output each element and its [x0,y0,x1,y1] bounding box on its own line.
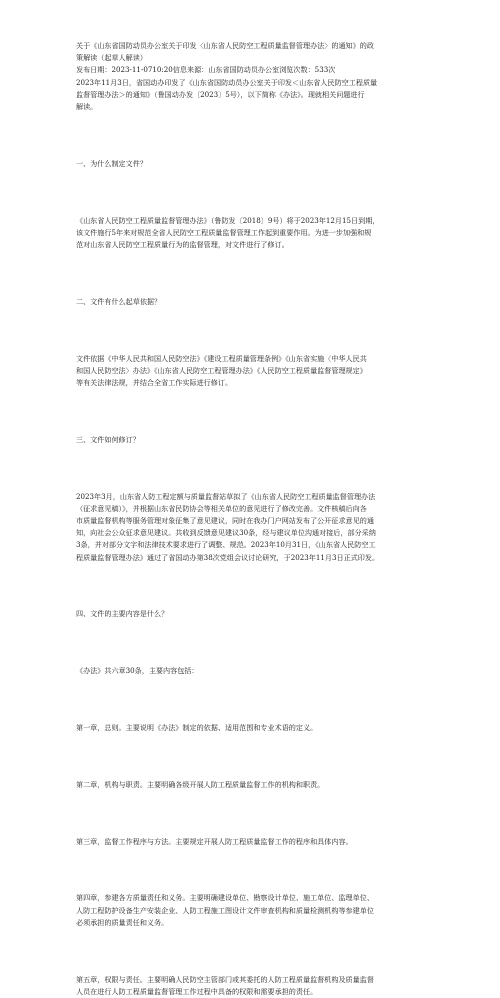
text-line: 策解读（起草人解读） [76,53,147,63]
blank-line [76,129,426,142]
text-line: 发布日期：2023-11-0710:20信息来源：山东省国防动员办公室浏览次数：533次 [76,65,336,75]
text-line: 文件依据《中华人民共和国人民防空法》《建设工程质量管理条例》《山东省实施〈中华人民共 [76,353,367,363]
blank-line [76,864,426,877]
blank-line [76,267,426,280]
text-line: 关于《山东省国防动员办公室关于印发〈山东省人民防空工程质量监督管理办法〉的通知》的政 [76,41,374,50]
text-line: 第二章，机构与职责。主要明确各级开展人防工程质量监督工作的机构和职责。 [76,779,325,789]
text-line: 该文件施行5年来对规范全省人民防空工程质量监督管理工作起到重要作用。为进一步加强和规 [76,227,372,237]
blank-line [76,693,426,706]
blank-line [76,324,426,337]
text-line: 必须承担的质量责任和义务。 [76,917,169,927]
document-body [76,40,426,998]
section-heading: 三、文件如何修订？ [76,434,140,444]
blank-line [76,945,426,958]
text-line: 和国人民防空法〉办法》《山东省人民防空工程管理办法》《人民防空工程质量监督管理规定》 [76,365,367,375]
blank-line [76,807,426,820]
text-line: 第四章，参建各方质量责任和义务。主要明确建设单位、勘察设计单位、施工单位、监理单位、 [76,893,374,903]
text-line: 知，向社会公众征求意见建议。共收到反馈意见建议30条，经与建议单位沟通对接后，部分采纳 [76,528,376,538]
text-line: 2023年11月3日，省国动办印发了《山东省国防动员办公室关于印发＜山东省人民防空工程质量 [76,77,378,87]
blank-line [76,186,426,199]
text-line: 市质量监督机构等服务管理对象征集了意见建议，同时在我办门户网站发布了公开征求意见的通 [76,516,374,526]
text-line: 监督管理办法＞的通知》（鲁国动办发〔2023〕5号），以下简称《办法》。现就相关问题进行 [76,89,365,99]
text-line: 第五章，权限与责任。主要明确人民防空主管部门或其委托的人防工程质量监督机构及质量监督 [76,974,374,984]
text-line: 解读。 [76,102,98,112]
text-line: 《办法》共六章30条，主要内容包括： [76,666,199,676]
text-line: 第一章，总则。主要说明《办法》制定的依据、适用范围和专业术语的定义。 [76,723,318,733]
blank-line [76,462,426,475]
text-line: 3条，并对部分文字和法律技术要求进行了调整、规范。2023年10月31日，《山东省人民防空工 [76,540,376,550]
blank-line [76,580,426,593]
section-heading: 一、为什么制定文件？ [76,158,147,168]
section-heading: 四、文件的主要内容是什么？ [76,609,169,619]
text-line: 人防工程防护设备生产安装企业、人防工程施工图设计文件审查机构和质量检测机构等参建单位 [76,905,374,915]
text-line: 《山东省人民防空工程质量监督管理办法》（鲁防发〔2018〕9号）将于2023年12月15日到期， [76,215,380,225]
text-line: 程质量监督管理办法》通过了省国动办第38次党组会议讨论研究，于2023年11月3日正式印发。 [76,552,380,562]
text-line: 第三章，监督工作程序与方法。主要规定开展人防工程质量监督工作的程序和具体内容。 [76,836,353,846]
blank-line [76,405,426,418]
text-line: 2023年3月，山东省人防工程定额与质量监督站草拟了《山东省人民防空工程质量监督管理办法 [76,491,376,501]
text-line: 等有关法律法规，并结合全省工作实际进行修订。 [76,378,233,388]
text-line: 范对山东省人民防空工程质量行为的监督管理，对文件进行了修订。 [76,240,289,250]
text-line: （征求意见稿）》，并根据山东省民防协会等相关单位的意见进行了修改完善。文件核稿后向各 [76,503,367,513]
text-line: 人员在进行人防工程质量监督管理工作过程中具备的权限和需要承担的责任。 [76,986,318,996]
section-heading: 二、文件有什么起草依据？ [76,296,162,306]
blank-line [76,750,426,763]
blank-line [76,637,426,650]
